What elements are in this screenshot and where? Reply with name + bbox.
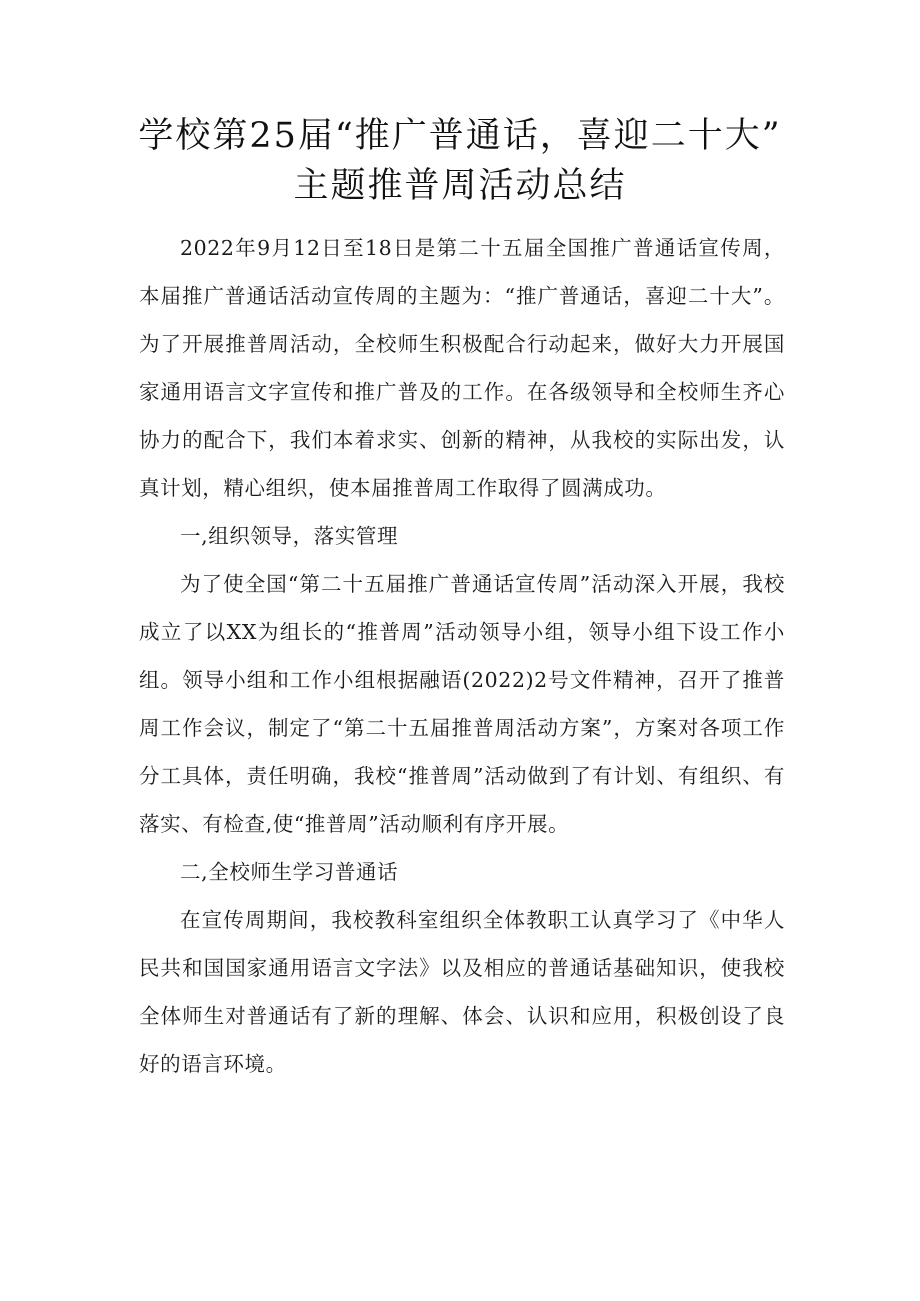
section-heading-2: 二,全校师生学习普通话 <box>180 860 399 884</box>
paragraph-section-1: 为了使全国“第二十五届推广普通话宣传周”活动深入开展，我校成立了以XX为组长的“推普周”活动领导小组，领导小组下设工作小组。领导小组和工作小组根据融语(2022)2号文件精神，召开了推普周工作会议，制定了“第二十五届推普周活动方案”，方案对各项工作分工具体，责任明确，我校“推普周”活动做到了有计划、有组织、有落实、有检查,使“推普周”活动顺利有序开展。 <box>139 572 785 836</box>
paragraph-intro: 2022年9月12日至18日是第二十五届全国推广普通话宣传周，本届推广普通话活动宣传周的主题为：“推广普通话，喜迎二十大”。为了开展推普周活动，全校师生积极配合行动起来，做好大力开展国家通用语言文字宣传和推广普及的工作。在各级领导和全校师生齐心协力的配合下，我们本着求实、创新的精神，从我校的实际出发，认真计划，精心组织，使本届推普周工作取得了圆满成功。 <box>139 236 785 500</box>
section-heading-1: 一,组织领导，落实管理 <box>180 524 399 548</box>
document-title-line-1: 学校第25届“推广普通话，喜迎二十大” <box>138 116 782 156</box>
paragraph-section-2: 在宣传周期间，我校教科室组织全体教职工认真学习了《中华人民共和国国家通用语言文字法》以及相应的普通话基础知识，使我校全体师生对普通话有了新的理解、体会、认识和应用，积极创设了良好的语言环境。 <box>139 908 785 1076</box>
document-title-line-2: 主题推普周活动总结 <box>293 166 627 206</box>
document-body <box>139 224 785 1088</box>
